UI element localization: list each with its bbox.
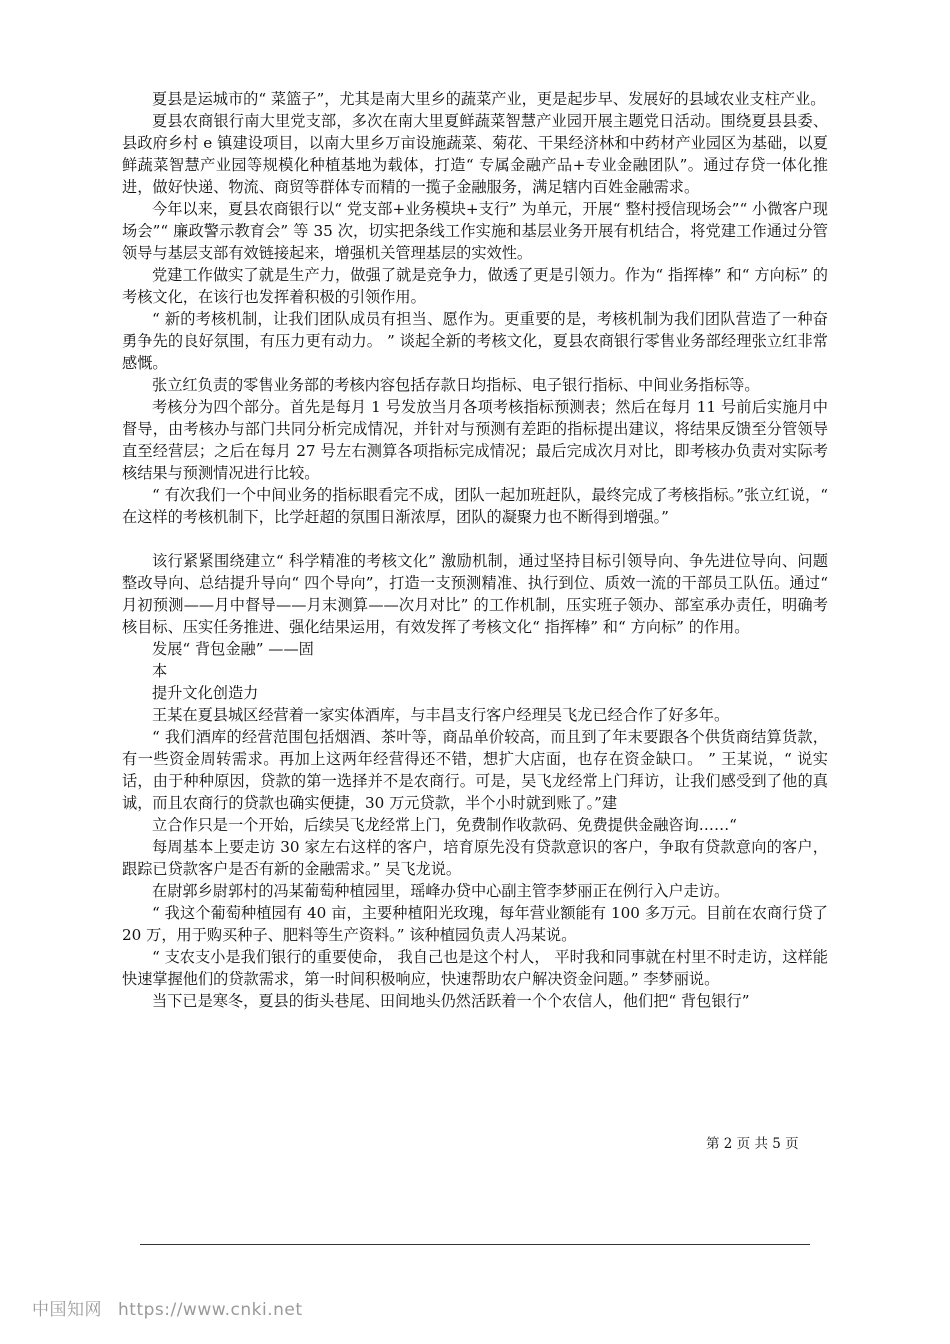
paragraph: “ 我这个葡萄种植园有 40 亩，主要种植阳光玫瑰，每年营业额能有 100 多万元。目前在农商行贷了 20 万，用于购买种子、肥料等生产资料。” 该种植园负责人冯某说。 <box>122 904 828 944</box>
paragraph: 王某在夏县城区经营着一家实体酒库，与丰昌支行客户经理吴飞龙已经合作了好多年。 <box>152 706 730 724</box>
paragraph: 每周基本上要走访 30 家左右这样的客户，培育原先没有贷款意识的客户，争取有贷款意向的客户，跟踪已贷款客户是否有新的金融需求。” 吴飞龙说。 <box>122 838 828 878</box>
paragraph: “ 新的考核机制，让我们团队成员有担当、愿作为。更重要的是，考核机制为我们团队营造了一种奋勇争先的良好氛围，有压力更有动力。 ” 谈起全新的考核文化，夏县农商银行零售业务部经理张立红非常感慨。 <box>122 310 828 372</box>
section-heading-line: 提升文化创造力 <box>152 684 259 702</box>
paragraph: 党建工作做实了就是生产力，做强了就是竞争力，做透了更是引领力。作为“ 指挥棒” 和“ 方向标” 的考核文化，在该行也发挥着积极的引领作用。 <box>122 266 828 306</box>
watermark <box>32 1295 302 1320</box>
paragraph: 立合作只是一个开始，后续吴飞龙经常上门，免费制作收款码、免费提供金融咨询……“ <box>152 816 737 834</box>
paragraph: 夏县是运城市的“ 菜篮子”，尤其是南大里乡的蔬菜产业，更是起步早、发展好的县域农业支柱产业。 <box>152 90 826 108</box>
paragraph: “ 有次我们一个中间业务的指标眼看完不成，团队一起加班赶队，最终完成了考核指标。”张立红说，“ 在这样的考核机制下，比学赶超的氛围日渐浓厚，团队的凝聚力也不断得到增强。” <box>122 486 828 526</box>
article-body <box>122 88 828 1012</box>
page-number: 第 2 页 共 5 页 <box>706 1136 799 1152</box>
section-heading-line: 发展“ 背包金融” ——固 <box>152 640 314 658</box>
watermark-url: https://www.cnki.net <box>118 1300 303 1320</box>
footer-divider <box>140 1244 810 1245</box>
paragraph: 考核分为四个部分。首先是每月 1 号发放当月各项考核指标预测表；然后在每月 11 号前后实施月中督导，由考核办与部门共同分析完成情况，并针对与预测有差距的指标提出建议，将结果反馈至分管领导直至经营层；之后在每月 27 号左右测算各项指标完成情况；最后完成次月对比，即考核办负责对实际考核结果与预测情况进行比较。 <box>122 398 828 482</box>
section-heading-line: 本 <box>152 662 168 680</box>
paragraph: 今年以来，夏县农商银行以“ 党支部+业务模块+支行” 为单元，开展“ 整村授信现场会”“ 小微客户现场会”“ 廉政警示教育会” 等 35 次，切实把条线工作实施和基层业务开展有机结合，将党建工作通过分管领导与基层支部有效链接起来，增强机关管理基层的实效性。 <box>122 200 828 262</box>
watermark-brand: 中国知网 <box>32 1300 102 1320</box>
paragraph: 该行紧紧围绕建立“ 科学精准的考核文化” 激励机制，通过坚持目标引领导向、争先进位导向、问题整改导向、总结提升导向“ 四个导向”，打造一支预测精准、执行到位、质效一流的干部员工队伍。通过“ 月初预测——月中督导——月末测算——次月对比” 的工作机制，压实班子领办、部室承办责任，明确考核目标、压实任务推进、强化结果运用，有效发挥了考核文化“ 指挥棒” 和“ 方向标” 的作用。 <box>122 552 828 636</box>
paragraph: 夏县农商银行南大里党支部，多次在南大里夏鲜蔬菜智慧产业园开展主题党日活动。围绕夏县县委、县政府乡村 e 镇建设项目，以南大里乡万亩设施蔬菜、菊花、干果经济林和中药材产业园区为基础，以夏鲜蔬菜智慧产业园等规模化种植基地为载体，打造“ 专属金融产品+专业金融团队”。通过存贷一体化推进，做好快递、物流、商贸等群体专而精的一揽子金融服务，满足辖内百姓金融需求。 <box>122 112 828 196</box>
paragraph: “ 支农支小是我们银行的重要使命， 我自己也是这个村人， 平时我和同事就在村里不时走访，这样能快速掌握他们的贷款需求，第一时间积极响应，快速帮助农户解决资金问题。” 李梦丽说。 <box>122 948 828 988</box>
paragraph: 张立红负责的零售业务部的考核内容包括存款日均指标、电子银行指标、中间业务指标等。 <box>152 376 760 394</box>
paragraph: “ 我们酒库的经营范围包括烟酒、茶叶等，商品单价较高，而且到了年末要跟各个供货商结算货款，有一些资金周转需求。再加上这两年经营得还不错，想扩大店面，也存在资金缺口。 ” 王某说，“ 说实话，由于种种原因，贷款的第一选择并不是农商行。可是，吴飞龙经常上门拜访，让我们感受到了他的真诚，而且农商行的贷款也确实便捷，30 万元贷款，半个小时就到账了。”建 <box>122 728 828 812</box>
paragraph: 当下已是寒冬，夏县的街头巷尾、田间地头仍然活跃着一个个农信人，他们把“ 背包银行” <box>152 992 750 1010</box>
paragraph: 在尉郭乡尉郭村的冯某葡萄种植园里，瑶峰办贷中心副主管李梦丽正在例行入户走访。 <box>152 882 730 900</box>
